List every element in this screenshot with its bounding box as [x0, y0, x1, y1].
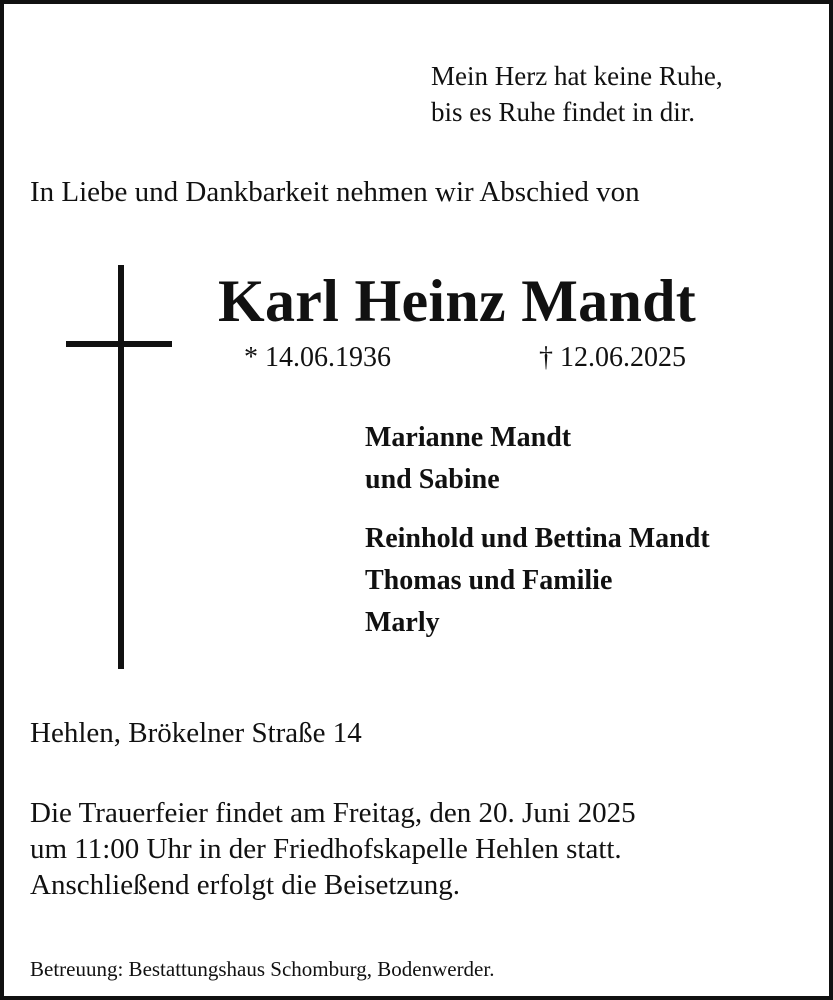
mourners-group-1	[365, 417, 571, 501]
funeral-home-credit: Betreuung: Bestattungshaus Schomburg, Bodenwerder.	[30, 957, 495, 981]
mourner-line: Reinhold und Bettina Mandt	[365, 523, 710, 554]
mourner-line: Marianne Mandt	[365, 422, 572, 453]
motto-quote	[431, 58, 723, 130]
motto-line-1: Mein Herz hat keine Ruhe,	[431, 61, 723, 91]
family-address: Hehlen, Brökelner Straße 14	[30, 717, 362, 749]
motto-line-2: bis es Ruhe findet in dir.	[431, 97, 695, 127]
intro-text: In Liebe und Dankbarkeit nehmen wir Abschied von	[30, 176, 640, 208]
cross-vertical-bar	[118, 265, 124, 669]
service-line-3: Anschließend erfolgt die Beisetzung.	[30, 869, 461, 901]
deceased-name: Karl Heinz Mandt	[218, 268, 697, 334]
cross-horizontal-bar	[66, 341, 172, 347]
funeral-service-info	[30, 795, 636, 903]
mourner-line: Marly	[365, 607, 440, 638]
birth-date: * 14.06.1936	[244, 342, 391, 373]
service-line-1: Die Trauerfeier findet am Freitag, den 20. Juni 2025	[30, 797, 636, 829]
mourner-line: Thomas und Familie	[365, 565, 613, 596]
mourner-line: und Sabine	[365, 464, 500, 495]
mourners-group-2	[365, 518, 710, 644]
service-line-2: um 11:00 Uhr in der Friedhofskapelle Hehlen statt.	[30, 833, 622, 865]
death-date: † 12.06.2025	[539, 342, 686, 373]
